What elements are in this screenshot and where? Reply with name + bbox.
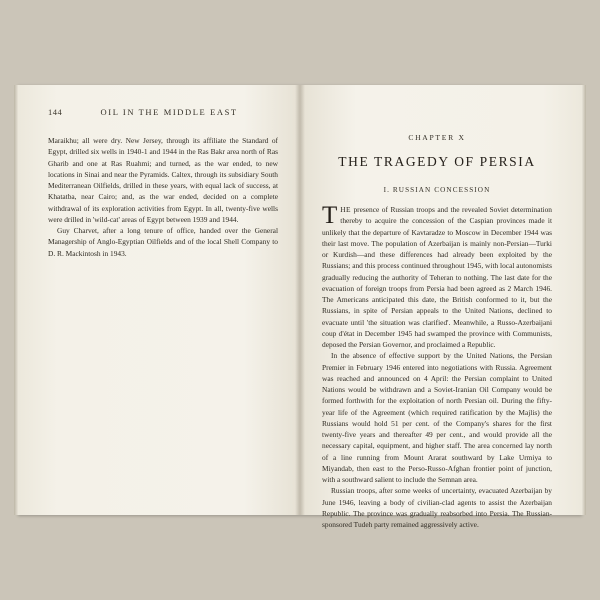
- body-text-left: [48, 135, 278, 259]
- paragraph: Guy Charvet, after a long tenure of office, handed over the General Managership of Anglo-Egyptian Oilfields and of the local Shell Company to D. R. Mackintosh in 1943.: [48, 226, 278, 258]
- page-edge-right: [582, 85, 586, 515]
- drop-cap: T: [322, 202, 338, 229]
- running-head: [48, 107, 278, 121]
- opening-lead: HE: [340, 205, 351, 214]
- page-number-left: 144: [48, 107, 63, 117]
- section-label: I. RUSSIAN CONCESSION: [383, 186, 491, 194]
- book-spread: [18, 85, 582, 529]
- opening-rest: presence of Russian troops and the revealed Soviet determination thereby to acquire the concession of the Caspian provinces made it unlikely that the departure of Kavtaradze to Moscow in December 1944 was their last move. The population of Azerbaijan is mainly non-Persian—Turki or Kurdish—and these differences had already been exploited by the Russians; and this process continued throughout 1945, with local autonomists gradually reducing the authority of Teheran to nothing. The last date for the evacuation of foreign troops from Persia had been agreed as 2 March 1946. The Americans anticipated this date, the British conformed to it, but the Russians, in spite of Persian appeals to the United Nations, declined to evacuate until 'the situation was clarified'. Meanwhile, a Russo-Azerbaijani coup d'état in December 1945 had swamped the province with Communists, deposed the Persian Governor, and proclaimed a Republic.: [322, 205, 552, 349]
- body-text-right: [322, 204, 552, 530]
- paragraph: Russian troops, after some weeks of uncertainty, evacuated Azerbaijan by June 1946, leaving a body of civilian-clad agents to assist the Azerbaijan Republic. The province was gradually reabsorbed into Persia. The Russian-sponsored Tudeh party remained aggressively active.: [322, 486, 552, 529]
- chapter-title: THE TRAGEDY OF PERSIA: [338, 154, 536, 169]
- paragraph-opening: [322, 204, 552, 350]
- page-right: [300, 85, 582, 529]
- running-head-title: OIL IN THE MIDDLE EAST: [100, 107, 238, 117]
- paragraph: Maraikhu; all were dry. New Jersey, through its affiliate the Standard of Egypt, drilled six wells in 1940-1 and 1944 in the Ras Bakr area north of Ras Gharib and one at Ras Ruahmi; and turned, as the war ended, to new locations in Sinai and near the Pyramids. Caltex, through its subsidiary South Mediterranean Oilfields, drilled in these years, with equal lack of success, at Khatatba, near Cairo; and, as the war ended, decided on a complete withdrawal of its exploration activities from Egypt. In all, twenty-five wells were drilled in 'wild-cat' areas of Egypt between 1939 and 1944.: [48, 136, 278, 224]
- page-left: [18, 85, 300, 515]
- paragraph: In the absence of effective support by the United Nations, the Persian Premier in February 1946 entered into negotiations with Russia. Agreement was reached and announced on 4 April: the Persian complaint to United Nations would be withdrawn and a Soviet-Iranian Oil Company would be formed forthwith for the exploitation of north Persian oil. During the fifty-year life of the Agreement (which required ratification by the Majlis) the Russians would hold 51 per cent. of the Company's shares for the first twenty-five years and thereafter 49 per cent., and would provide all the necessary capital, equipment, and higher staff. The area concerned lay north of a line running from Mount Ararat southward by Lake Urmiya to Miyandab, then east to the Perso-Russo-Afghan frontier point of junction, with a southward salient to include the Semnan area.: [322, 351, 552, 484]
- chapter-label: CHAPTER X: [408, 133, 466, 142]
